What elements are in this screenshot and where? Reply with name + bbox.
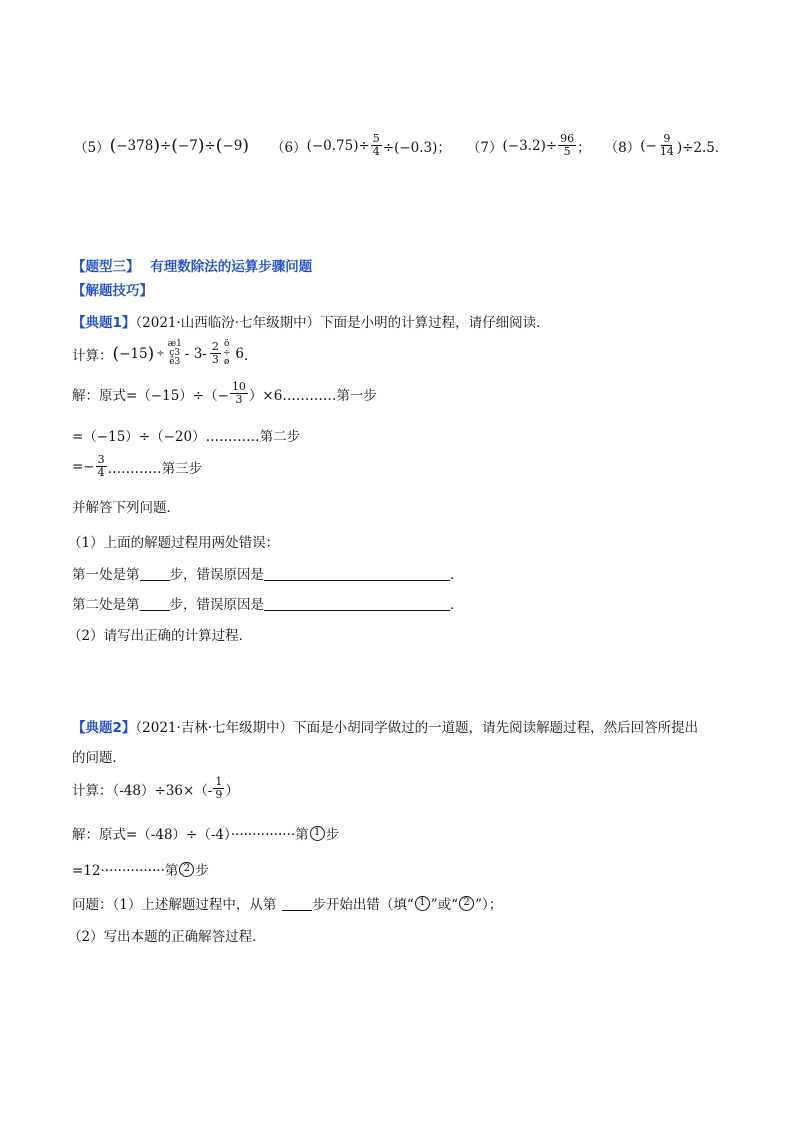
exercise-8-pre: (− (640, 137, 657, 154)
reason-blank-2[interactable] (264, 596, 450, 611)
exercise-5-div1: ÷ (159, 137, 172, 154)
exercise-5-c: −7 (177, 137, 198, 154)
example-1-step-2: =（−15）÷（−20）…………第二步 (72, 429, 301, 445)
example-1-calc-d: - 3- (184, 345, 207, 362)
example-2-calc-pre: 计算：（-48）÷36×（- (72, 782, 213, 799)
example-1-heading (72, 311, 550, 331)
circled-two: 2 (179, 862, 194, 877)
section-title-text: 有理数除法的运算步骤问题 (150, 259, 313, 275)
example-1-source: （2021·山西临汾·七年级期中）下面是小明的计算过程，请仔细阅读． (135, 315, 550, 331)
example-2-sol-post: 步 (325, 827, 340, 843)
example-2-sol-pre: 解：原式=（-48）÷（-4）···············第 (72, 827, 309, 843)
example-1-instruction: 并解答下列问题． (72, 500, 180, 516)
example-2-calc-post: ） (225, 782, 239, 799)
exercise-6-label: （6） (270, 139, 307, 156)
exercise-8-label: （8） (604, 139, 641, 156)
example-2-step-2 (72, 859, 209, 879)
example-1-calc-a: −15 (119, 345, 148, 362)
exercise-row: （5） ( −378 ) ÷ ( −7 ) ÷ ( −9 ) （6） (−0.75)÷ $\frac{5}{4}$ ÷(−0.3)； （7） (−3.2)÷ $\frac{96}{5}$ ； （8） (− $\frac{9}{14}$ )÷2.5． (74, 132, 729, 158)
example-2-tag: 【典题2】 (72, 720, 136, 736)
example-1-calc-right-bracket: ö ÷ ø (222, 339, 231, 367)
exercise-5-e: −9 (222, 137, 243, 154)
example-1-calc-end: ． (244, 347, 258, 364)
example-1-question-2: （2）请写出正确的计算过程． (68, 628, 253, 644)
exercise-8-fraction: $\frac{9}{14}$ (659, 132, 674, 158)
exercise-5-a: −378 (116, 137, 154, 154)
exercise-6-post: ÷(−0.3)； (382, 139, 451, 156)
example-1-step-3 (72, 454, 202, 479)
start-error-step-blank[interactable] (282, 896, 312, 911)
example-2-step2-post: 步 (195, 863, 209, 879)
step-number-blank-1[interactable] (140, 566, 170, 581)
example-1-answer-line-1: 第一处是第 步，错误原因是 ． (72, 567, 464, 583)
exercise-6-pre: (−0.75)÷ (306, 137, 370, 154)
exercise-7-label: （7） (466, 139, 503, 156)
example-1-sol-pre: 解：原式=（−15）÷（− (72, 387, 229, 404)
example-1-sol-post: ）×6…………第一步 (248, 387, 377, 404)
circled-one: 1 (310, 826, 325, 841)
tips-heading: 【解题技巧】 (72, 283, 153, 299)
exercise-7-pre: (−3.2)÷ (502, 137, 558, 154)
example-1-step3-pre: =− (72, 458, 95, 475)
example-1-calc-fraction: $\frac{2}{3}$ (211, 340, 219, 366)
example-1-calc-div: ÷ (156, 348, 165, 359)
example-1-calc-left-bracket: æ1 ç3 è3 (167, 339, 182, 367)
example-1-question-1: （1）上面的解题过程用两处错误： (68, 535, 280, 551)
example-2-solution (72, 823, 339, 843)
circled-two-option: 2 (459, 896, 474, 911)
exercise-5-label: （5） (74, 139, 110, 156)
exercise-5-div2: ÷ (204, 137, 216, 154)
example-1-tag: 【典题1】 (72, 315, 136, 331)
exercise-7-fraction: $\frac{96}{5}$ (560, 132, 575, 158)
example-2-step2-pre: =12···············第 (72, 863, 179, 879)
exercise-7-post: ； (577, 139, 591, 156)
example-1-step3-post: …………第三步 (107, 460, 203, 477)
example-2-calc-fraction: $\frac{1}{9}$ (215, 775, 223, 801)
example-1-sol-fraction: $\frac{10}{3}$ (231, 380, 246, 406)
step-number-blank-2[interactable] (140, 596, 170, 611)
circled-one-option: 1 (415, 896, 430, 911)
example-2-source-line-2: 的问题． (72, 750, 126, 766)
example-2-calc (72, 776, 239, 801)
example-2-source-line-1: （2021·吉林·七年级期中）下面是小胡同学做过的一道题，请先阅读解题过程，然后回答所提出 (135, 720, 699, 736)
example-1-solution (72, 381, 377, 406)
example-1-calc-f: 6 (235, 345, 245, 362)
example-1-answer-line-2: 第二处是第 步，错误原因是 ． (72, 597, 464, 613)
example-2-question-2: （2）写出本题的正确解答过程． (68, 929, 266, 945)
example-1-calc: 计算： ( −15 ) ÷ æ1 ç3 è3 - 3- $\frac{2}{3}$ ö ÷ ø 6 ． (72, 339, 258, 367)
example-2-question-1: 问题：（1）上述解题过程中，从第 步开始出错（填“ 1 ”或“ 2 ”）； (72, 897, 503, 913)
section-title-tag: 【题型三】 (72, 259, 140, 275)
example-1-calc-label: 计算： (72, 347, 113, 364)
reason-blank-1[interactable] (264, 566, 450, 581)
exercise-8-post: )÷2.5． (676, 139, 729, 156)
section-title (72, 255, 312, 275)
example-2-heading (72, 716, 698, 736)
example-1-step3-fraction: $\frac{3}{4}$ (97, 453, 105, 479)
exercise-6-fraction: $\frac{5}{4}$ (372, 132, 380, 158)
